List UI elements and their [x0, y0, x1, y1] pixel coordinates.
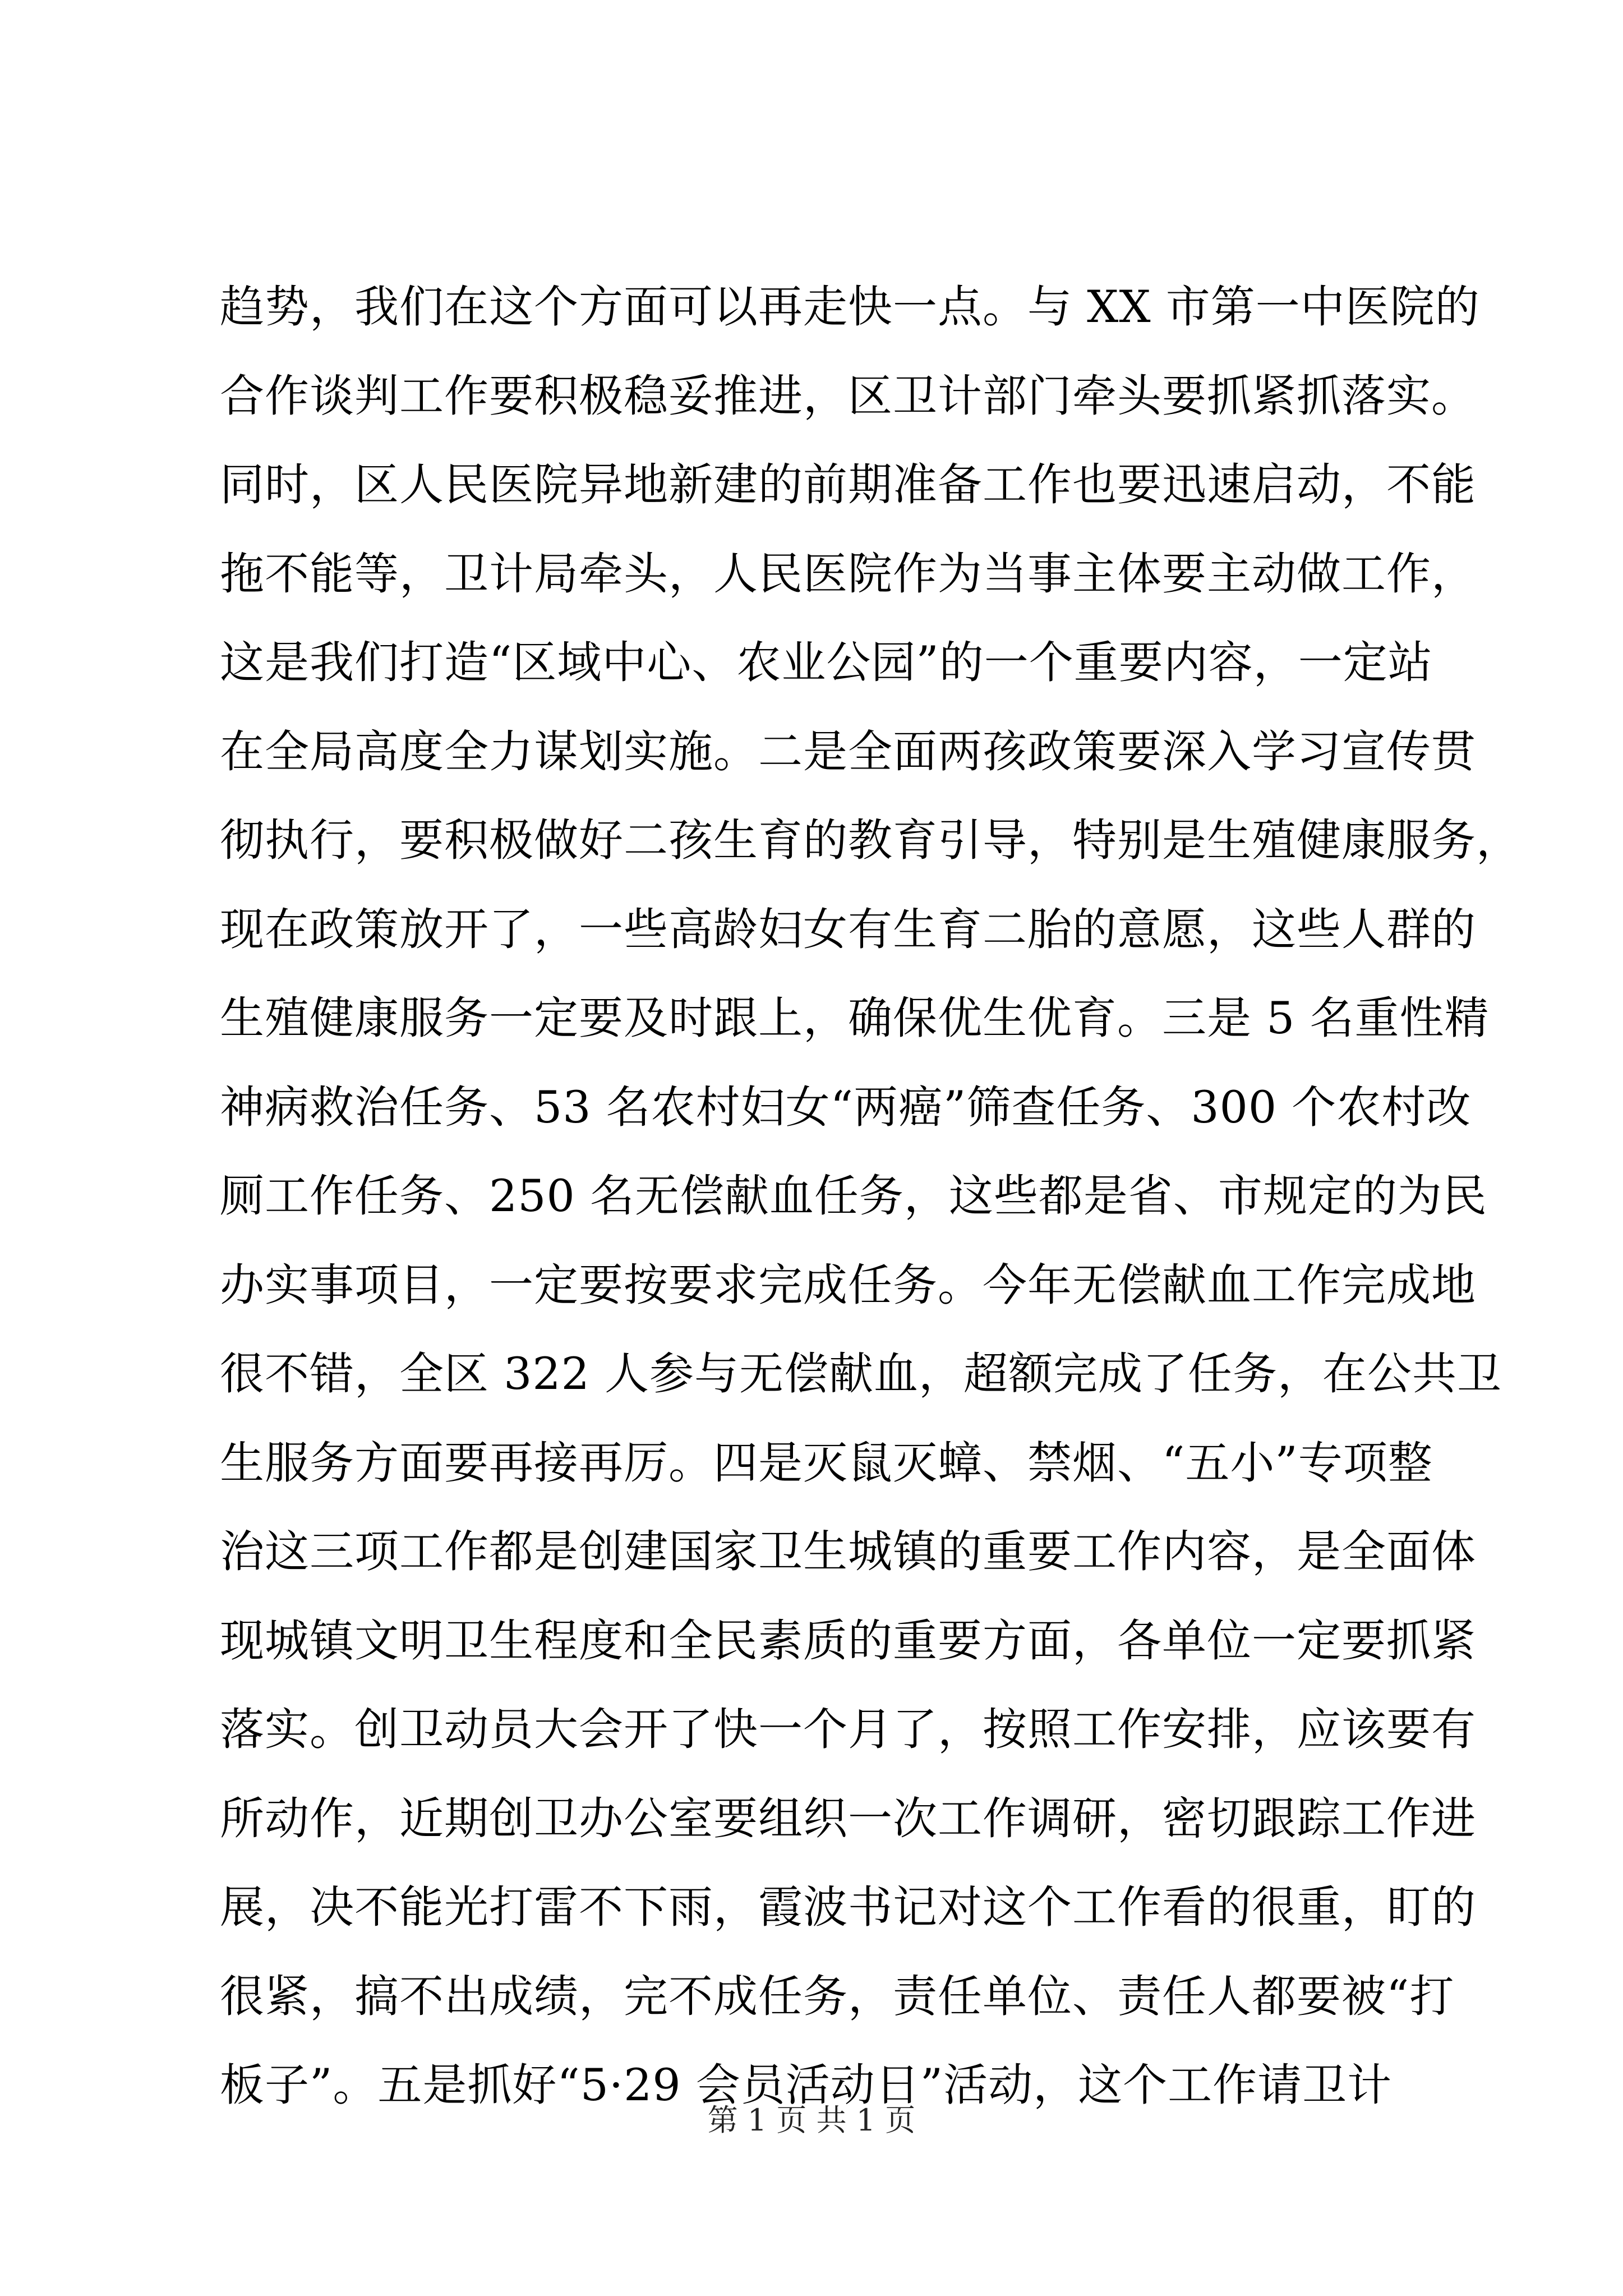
text-line: 在全局高度全力谋划实施。二是全面两孩政策要深入学习宣传贯 — [220, 725, 1476, 777]
text-line: 落实。创卫动员大会开了快一个月了，按照工作安排，应该要有 — [220, 1704, 1476, 1755]
text-line: 办实事项目，一定要按要求完成任务。今年无偿献血工作完成地 — [220, 1259, 1476, 1311]
text-line: 神病救治任务、53 名农村妇女“两癌”筛查任务、300 个农村改 — [220, 1081, 1472, 1133]
text-line: 很不错，全区 322 人参与无偿献血，超额完成了任务，在公共卫 — [220, 1348, 1502, 1400]
text-line: 现城镇文明卫生程度和全民素质的重要方面，各单位一定要抓紧 — [220, 1614, 1476, 1667]
text-line: 生服务方面要再接再厉。四是灭鼠灭蟑、禁烟、“五小”专项整 — [220, 1437, 1433, 1489]
text-line: 现在政策放开了，一些高龄妇女有生育二胎的意愿，这些人群的 — [220, 903, 1476, 955]
text-line: 所动作，近期创卫办公室要组织一次工作调研，密切跟踪工作进 — [220, 1792, 1476, 1844]
text-line: 治这三项工作都是创建国家卫生城镇的重要工作内容，是全面体 — [220, 1526, 1476, 1577]
text-line: 趋势，我们在这个方面可以再走快一点。与 XX 市第一中医院的 — [220, 281, 1480, 333]
text-line: 合作谈判工作要积极稳妥推进，区卫计部门牵头要抓紧抓落实。 — [220, 370, 1476, 422]
text-line: 厕工作任务、250 名无偿献血任务，这些都是省、市规定的为民 — [220, 1170, 1487, 1222]
text-line: 展，决不能光打雷不下雨，霞波书记对这个工作看的很重，盯的 — [220, 1881, 1476, 1933]
text-line: 板子”。五是抓好“5·29 会员活动日”活动，这个工作请卫计 — [220, 2059, 1393, 2111]
page-footer: 第 1 页 共 1 页 — [707, 2102, 916, 2138]
text-line: 生殖健康服务一定要及时跟上，确保优生优育。三是 5 名重性精 — [220, 992, 1490, 1044]
text-line: 这是我们打造“区域中心、农业公园”的一个重要内容，一定站 — [220, 637, 1433, 688]
text-line: 同时，区人民医院异地新建的前期准备工作也要迅速启动，不能 — [220, 459, 1476, 510]
text-line: 拖不能等，卫计局牵头，人民医院作为当事主体要主动做工作， — [220, 547, 1476, 600]
text-line: 很紧，搞不出成绩，完不成任务，责任单位、责任人都要被“打 — [220, 1970, 1455, 2022]
text-line: 彻执行，要积极做好二孩生育的教育引导，特别是生殖健康服务， — [220, 815, 1521, 866]
body-text — [220, 263, 1521, 2130]
